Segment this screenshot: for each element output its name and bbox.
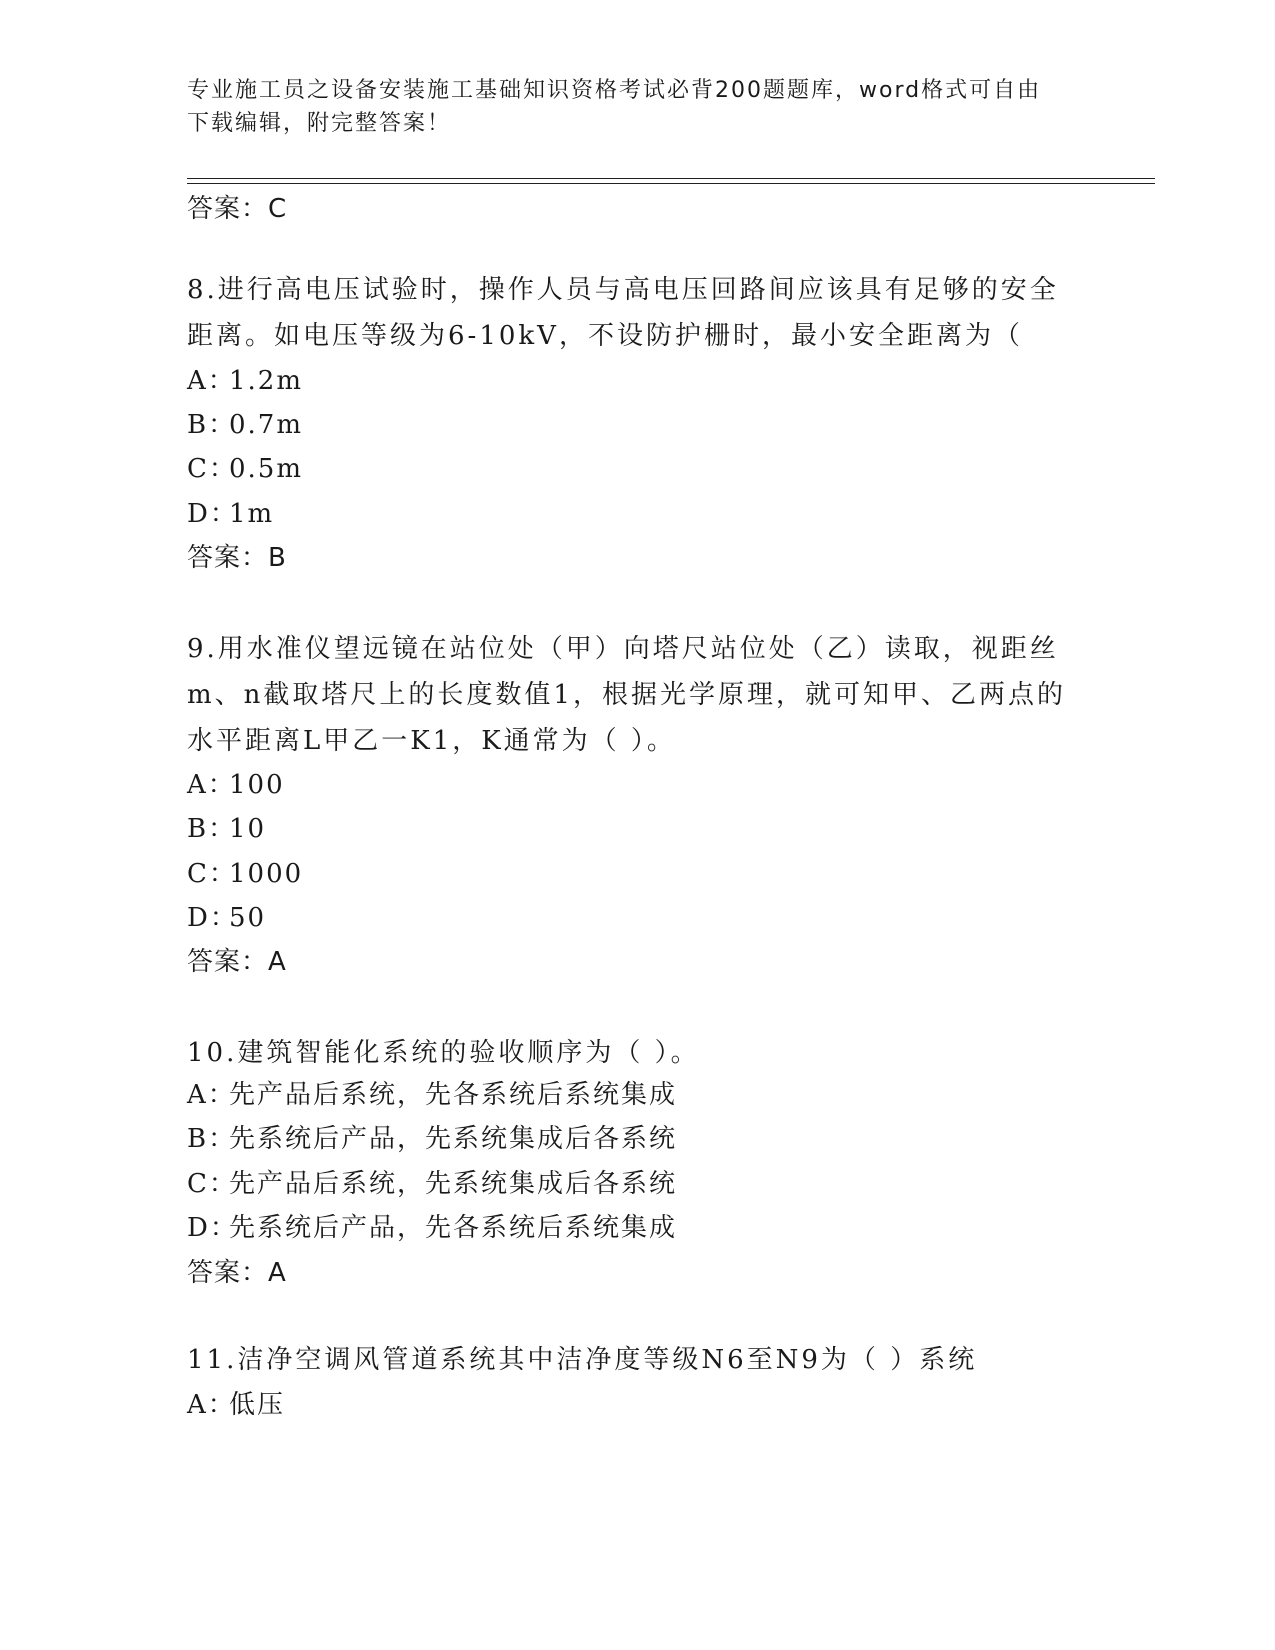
option-key: B：: [187, 1124, 237, 1154]
option-key: C：: [187, 1169, 237, 1199]
question-9-option-c: [187, 857, 303, 891]
option-text: 0.7m: [229, 410, 304, 440]
option-text: 1000: [229, 859, 304, 889]
question-10-option-c: [187, 1167, 677, 1201]
header-divider-bottom: [187, 183, 1155, 184]
option-key: B：: [187, 410, 237, 440]
question-11-text: 11.洁净空调风管道系统其中洁净度等级N6至N9为（ ）系统: [187, 1345, 978, 1375]
option-text: 1m: [229, 499, 275, 529]
question-8-option-a: [187, 364, 303, 398]
option-text: 50: [229, 903, 267, 933]
question-10-option-a: [187, 1078, 677, 1112]
option-key: C：: [187, 454, 237, 484]
option-text: 100: [229, 770, 285, 800]
option-key: A：: [187, 366, 236, 396]
option-key: A：: [187, 1390, 236, 1420]
question-10-option-d: [187, 1211, 677, 1245]
question-9-option-d: [187, 901, 266, 935]
question-8-option-d: [187, 497, 274, 531]
option-key: C：: [187, 859, 237, 889]
header-divider-top: [187, 178, 1155, 179]
option-key: A：: [187, 770, 236, 800]
question-8-text: 8.进行高电压试验时，操作人员与高电压回路间应该具有足够的安全距离。如电压等级为6-10kV，不设防护栅时，最小安全距离为（: [187, 275, 1059, 351]
option-key: D：: [187, 1213, 238, 1243]
question-9-text: 9.用水准仪望远镜在站位处（甲）向塔尺站位处（乙）读取，视距丝m、n截取塔尺上的长度数值1，根据光学原理，就可知甲、乙两点的水平距离L甲乙一K1，K通常为（ ）。: [187, 634, 1066, 756]
option-text: 10: [229, 814, 267, 844]
document-header: [187, 74, 1087, 140]
option-text: 低压: [229, 1390, 286, 1420]
question-9-option-a: [187, 768, 285, 802]
question-11-option-a: [187, 1388, 285, 1422]
question-9-option-b: [187, 812, 266, 846]
option-text: 1.2m: [229, 366, 304, 396]
header-line-1: 专业施工员之设备安装施工基础知识资格考试必背200题题库，word格式可自由: [187, 78, 1042, 103]
question-10-answer: 答案：A: [187, 1258, 287, 1288]
option-text: 先系统后产品，先各系统后系统集成: [229, 1213, 678, 1243]
question-8-option-b: [187, 408, 303, 442]
option-text: 先产品后系统，先系统集成后各系统: [229, 1169, 678, 1199]
option-key: D：: [187, 903, 238, 933]
option-key: B：: [187, 814, 237, 844]
option-key: A：: [187, 1080, 236, 1110]
header-line-2: 下载编辑，附完整答案！: [187, 111, 452, 136]
question-10-text: 10.建筑智能化系统的验收顺序为（ ）。: [187, 1038, 700, 1068]
question-8-option-c: [187, 452, 303, 486]
option-text: 0.5m: [229, 454, 304, 484]
option-key: D：: [187, 499, 238, 529]
previous-answer: 答案：C: [187, 194, 288, 224]
question-8-answer: 答案：B: [187, 543, 287, 573]
option-text: 先产品后系统，先各系统后系统集成: [229, 1080, 678, 1110]
question-10-option-b: [187, 1122, 677, 1156]
option-text: 先系统后产品，先系统集成后各系统: [229, 1124, 678, 1154]
question-9-answer: 答案：A: [187, 947, 287, 977]
